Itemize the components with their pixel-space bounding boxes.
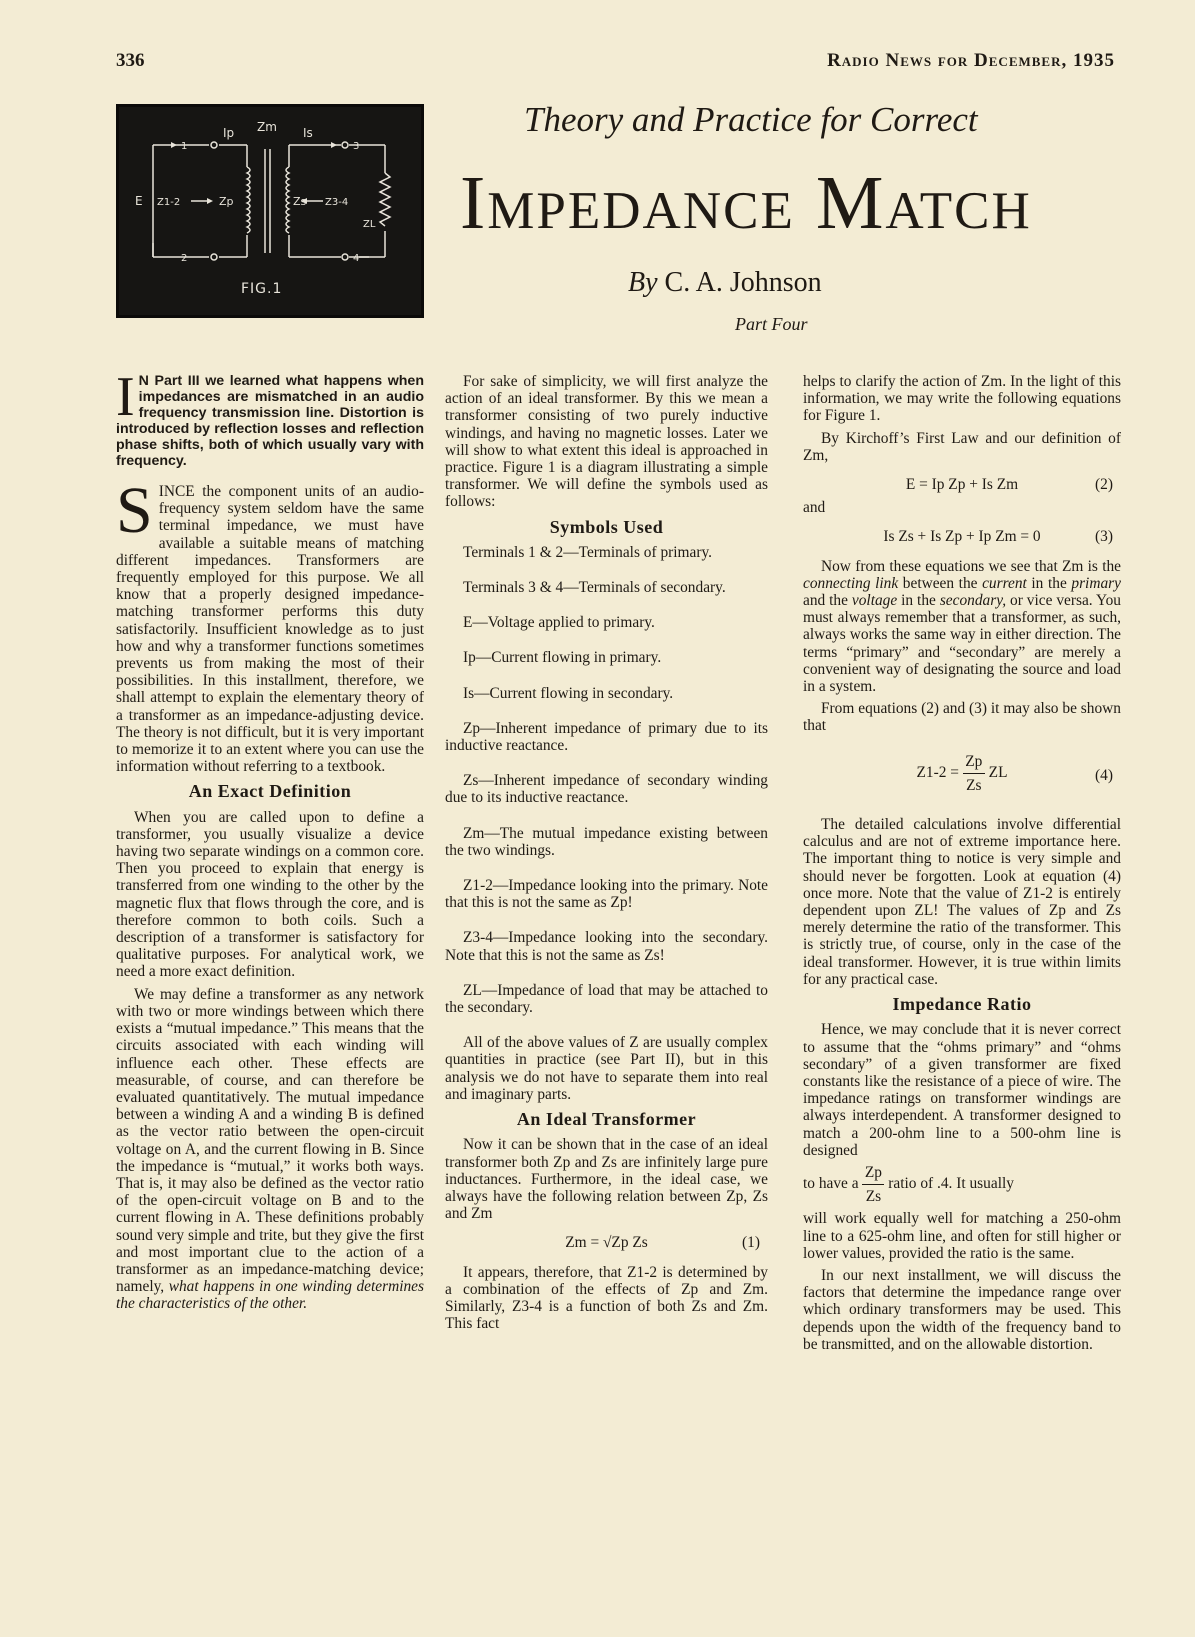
emphasis-text: current	[982, 574, 1027, 592]
fig-label-e: E	[135, 194, 143, 208]
intro-text: N Part III we learned what happens when impedances are mismatched in an audio frequency transmission line. Distortion is introduced by reflection losses and reflection phase shifts, both of which usually vary with frequency.	[116, 373, 424, 469]
fig-label-zs: Zs	[293, 195, 307, 208]
figure-1-diagram	[116, 104, 424, 318]
paragraph-text: in the	[1031, 574, 1067, 592]
paragraph: When you are called upon to define a transformer, you usually visualize a device having two separate windings on a common core. Then you proceed to explain that energy is transferred from one winding to the other by the magnetic flux that flows through the core, and is therefore common to both coils. Such a description of a transformer is satisfactory for qualitative purposes. For analytical work, we need a more exact definition.	[116, 808, 424, 981]
fig-label-zm: Zm	[257, 120, 277, 134]
drop-cap: S	[116, 474, 153, 547]
paragraph: helps to clarify the action of Zm. In the light of this information, we may write the following equations for Figure 1.	[803, 373, 1121, 425]
symbol-definition: Zp—Inherent impedance of primary due to its inductive reactance.	[445, 719, 768, 755]
section-heading-impedance-ratio: Impedance Ratio	[892, 994, 1032, 1015]
paragraph: will work equally well for matching a 250-ohm line to a 625-ohm line, and often for still higher or lower values, provided the ratio is the same.	[803, 1210, 1121, 1262]
equation-3	[803, 528, 1121, 545]
emphasis-text: what happens in one winding determines the characteristics of the other.	[116, 1278, 424, 1313]
fig-label-t1: 1	[181, 141, 188, 152]
equation-3-number: (3)	[1095, 528, 1113, 546]
paragraph: The detailed calculations involve differential calculus and are not of extreme importance here. The important thing to notice is very simple and should never be forgotten. Look at equation (4) once more. Note that the value of Z1-2 is entirely dependent upon ZL! The values of Zp and Zs merely determine the ratio of the transformer. This is strictly true, of course, only in the case of the ideal transformer. However, it is true within limits for any practical case.	[803, 816, 1121, 988]
symbol-definition: Zs—Inherent impedance of secondary winding due to its inductive reactance.	[445, 772, 768, 807]
fig-label-t4: 4	[353, 253, 360, 264]
fig-label-t3: 3	[353, 141, 360, 152]
figure-caption: FIG.1	[241, 281, 283, 297]
author-name: C. A. Johnson	[664, 267, 822, 298]
paragraph: Now it can be shown that in the case of an ideal transformer both Zp and Zs are infinitely large pure inductances. Furthermore, in the ideal case, we always have the following relation between Zp, Zs and Zm	[445, 1136, 768, 1223]
fraction-numerator: Zp	[965, 752, 983, 770]
emphasis-text: secondary,	[939, 592, 1007, 610]
fig-label-zp: Zp	[219, 195, 234, 208]
equation-4-number: (4)	[1095, 766, 1113, 784]
equation-1-number: (1)	[742, 1234, 760, 1252]
column-1	[116, 366, 424, 1318]
ratio-fraction	[862, 1164, 884, 1205]
part-label: Part Four	[735, 314, 808, 334]
symbol-definition: Ip—Current flowing in primary.	[463, 649, 662, 667]
fraction-denominator: Zs	[865, 1188, 882, 1206]
symbol-definition: Terminals 1 & 2—Terminals of primary.	[463, 543, 713, 561]
article-subtitle: Theory and Practice for Correct	[524, 100, 978, 139]
paragraph-text: INCE the component units of an audio-frequency system seldom have the same terminal impedance, we must have available a suitable means of matching different impedances. Transformers are frequently employed for this purpose. We all know that a properly designed impedance-matching transformer performs this duty satisfactorily. Insufficient knowledge as to just how and why a transformer functions sometimes prevents us from making the most of their possibilities. In this installment, therefore, we shall attempt to explain the elementary theory of a transformer as an impedance-adjusting device. The theory is not difficult, but it is very important to memorize it to an extent where you can use the information without referring to a textbook.	[116, 483, 424, 776]
equation-2-body: E = Ip Zp + Is Zm	[905, 476, 1019, 494]
equation-4	[803, 753, 1121, 794]
paragraph	[803, 558, 1121, 696]
fraction-denominator: Zs	[966, 776, 982, 794]
intro-paragraph	[116, 366, 424, 469]
paragraph: By Kirchoff’s First Law and our definition of Zm,	[803, 429, 1121, 464]
column-3	[803, 373, 1121, 1358]
fig-label-z34: Z3-4	[325, 197, 349, 208]
equation-4-rhs: ZL	[988, 763, 1008, 781]
paragraph-text: in the	[901, 592, 936, 610]
paragraph-text: We may define a transformer as any network with two or more windings between which there exists a “mutual impedance.” This means that the circuits associated with each winding will influence each other. These effects are measurable, of course, and can therefore be evaluated quantitatively. The mutual impedance between a winding A and a winding B is defined as the vector ratio between the open-circuit voltage on A, and the current flowing in B. Since the impedance is “mutual,” it works both ways. That is, it may also be defined as the vector ratio of the open-circuit voltage on B and to the current flowing in A. These definitions probably sound very simple and trite, but they give the first and most important clue to the action of a transformer as an impedance-matching device; namely,	[116, 985, 424, 1296]
paragraph	[116, 986, 424, 1313]
paragraph: All of the above values of Z are usually complex quantities in practice (see Part II), but in this analysis we do not have to separate them into real and imaginary parts.	[445, 1034, 768, 1103]
paragraph: It appears, therefore, that Z1-2 is determined by a combination of the effects of Zp and Zm. Similarly, Z3-4 is a function of both Zs and Zm. This fact	[445, 1263, 768, 1333]
equation-4-lhs: Z1-2 =	[916, 763, 959, 781]
fig-label-is: Is	[303, 126, 313, 140]
paragraph	[803, 1164, 1121, 1205]
symbol-definition: Is—Current flowing in secondary.	[463, 684, 674, 702]
equation-2	[803, 476, 1121, 493]
byline	[628, 267, 822, 299]
equation-3-body: Is Zs + Is Zp + Ip Zm = 0	[883, 528, 1041, 546]
section-heading-ideal-transformer: An Ideal Transformer	[516, 1109, 697, 1130]
fig-label-ip: Ip	[223, 126, 235, 140]
symbol-definition: Terminals 3 & 4—Terminals of secondary.	[463, 579, 726, 597]
transformer-schematic	[119, 107, 421, 315]
page-number: 336	[116, 50, 145, 71]
equation-1	[445, 1234, 768, 1251]
paragraph-text: to have a	[803, 1175, 859, 1193]
emphasis-text: connecting link	[803, 574, 899, 592]
equation-4-fraction	[963, 753, 985, 794]
paragraph	[116, 474, 424, 776]
paragraph-text: or vice versa. You must always remember that a transformer, as such, always works the same way in either direction. The terms “primary” and “secondary” are merely a convenient way of designating the source and load in a system.	[803, 592, 1121, 696]
fig-label-zl: ZL	[363, 219, 376, 230]
paragraph: From equations (2) and (3) it may also be shown that	[803, 700, 1121, 735]
paragraph-text: Now from these equations we see that Zm is the	[821, 557, 1121, 575]
symbol-definition: ZL—Impedance of load that may be attached to the secondary.	[445, 981, 768, 1017]
paragraph-text: between the	[902, 574, 978, 592]
symbol-definition: E—Voltage applied to primary.	[463, 614, 655, 632]
running-head: Radio News for December, 1935	[827, 50, 1115, 71]
and-word: and	[803, 499, 826, 517]
paragraph: In our next installment, we will discuss the factors that determine the impedance range over which ordinary transformers may be used. This depends upon the width of the frequency band to be transmitted, and on the allowable distortion.	[803, 1266, 1121, 1353]
paragraph: Hence, we may conclude that it is never correct to assume that the “ohms primary” and “ohms secondary” of a given transformer are fixed constants like the resistance of a piece of wire. The impedance ratings on transformer windings are always interdependent. A transformer designed to match a 200-ohm line to a 500-ohm line is designed	[803, 1021, 1121, 1159]
fig-label-z12: Z1-2	[157, 197, 181, 208]
fig-label-t2: 2	[181, 253, 188, 264]
paragraph-text: ratio of .4. It usually	[888, 1175, 1014, 1193]
article-title: Impedance Match	[460, 161, 1032, 245]
byline-by: By	[628, 267, 658, 298]
fraction-numerator: Zp	[864, 1163, 882, 1181]
symbol-definition: Zm—The mutual impedance existing between the two windings.	[445, 824, 768, 859]
symbol-definition: Z1-2—Impedance looking into the primary. Note that this is not the same as Zp!	[445, 877, 768, 912]
symbol-definition: Z3-4—Impedance looking into the secondary. Note that this is not the same as Zs!	[445, 929, 768, 964]
intro-drop-cap: I	[116, 366, 135, 428]
column-2	[445, 373, 768, 1337]
equation-2-number: (2)	[1095, 476, 1113, 494]
paragraph: For sake of simplicity, we will first analyze the action of an ideal transformer. By this we mean a transformer consisting of two purely inductive windings, and having no magnetic losses. Later we will show to what extent this ideal is approached in practice. Figure 1 is a diagram illustrating a simple transformer. We will define the symbols used as follows:	[445, 373, 768, 511]
section-heading-symbols-used: Symbols Used	[549, 516, 664, 537]
section-heading-exact-definition: An Exact Definition	[188, 781, 352, 802]
emphasis-text: voltage	[851, 592, 898, 610]
emphasis-text: primary	[1071, 574, 1121, 592]
equation-1-body: Zm = √Zp Zs	[565, 1234, 648, 1252]
paragraph-text: and the	[803, 592, 848, 610]
